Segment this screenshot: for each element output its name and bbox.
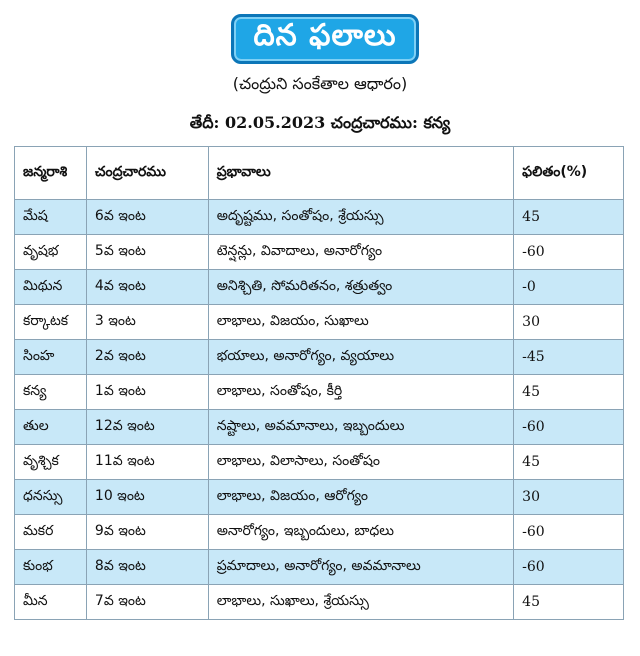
cell-effects: లాభాలు, విలాసాలు, సంతోషం [208,445,513,480]
cell-rashi: కర్కాటక [15,305,87,340]
table-header-row [15,147,624,200]
table-row [15,445,624,480]
chandra-label: చంద్రచారము: [330,113,418,132]
table-row [15,305,624,340]
header-rashi: జన్మరాశి [15,147,87,200]
cell-rashi: కన్య [15,375,87,410]
cell-rashi: ధనస్సు [15,480,87,515]
cell-rashi: వృషభ [15,235,87,270]
page-title: దిన ఫలాలు [231,14,419,64]
cell-effects: అదృష్టము, సంతోషం, శ్రేయస్సు [208,200,513,235]
table-row [15,585,624,620]
cell-effects: లాభాలు, సంతోషం, కీర్తి [208,375,513,410]
cell-result: -60 [514,515,624,550]
cell-result: -60 [514,550,624,585]
cell-rashi: మకర [15,515,87,550]
cell-rashi: మిథున [15,270,87,305]
cell-result: 45 [514,585,624,620]
cell-effects: ప్రమాదాలు, అనారోగ్యం, అవమానాలు [208,550,513,585]
cell-house: 1వ ఇంట [86,375,208,410]
cell-effects: నష్టాలు, అవమానాలు, ఇబ్బందులు [208,410,513,445]
cell-result: 30 [514,480,624,515]
table-row [15,270,624,305]
cell-result: 45 [514,200,624,235]
cell-house: 10 ఇంట [86,480,208,515]
table-row [15,480,624,515]
horoscope-table [14,146,624,620]
cell-result: 45 [514,375,624,410]
table-row [15,375,624,410]
cell-house: 11వ ఇంట [86,445,208,480]
date-label: తేదీ: [189,113,220,132]
table-row [15,410,624,445]
cell-result: -60 [514,410,624,445]
header-result: ఫలితం(%) [514,147,624,200]
cell-result: -45 [514,340,624,375]
cell-effects: అనారోగ్యం, ఇబ్బందులు, బాధలు [208,515,513,550]
cell-house: 8వ ఇంట [86,550,208,585]
cell-rashi: తుల [15,410,87,445]
cell-house: 12వ ఇంట [86,410,208,445]
chandra-value: కన్య [423,113,451,132]
cell-house: 9వ ఇంట [86,515,208,550]
cell-house: 5వ ఇంట [86,235,208,270]
page-subtitle: (చంద్రుని సంకేతాల ఆధారం) [232,74,408,93]
cell-rashi: కుంభ [15,550,87,585]
cell-effects: టెన్షన్లు, వివాదాలు, అనారోగ్యం [208,235,513,270]
date-value: 02.05.2023 [225,113,326,132]
cell-effects: అనిశ్చితి, సోమరితనం, శత్రుత్వం [208,270,513,305]
cell-result: 45 [514,445,624,480]
cell-effects: లాభాలు, సుఖాలు, శ్రేయస్సు [208,585,513,620]
cell-house: 6వ ఇంట [86,200,208,235]
cell-result: 30 [514,305,624,340]
cell-result: -60 [514,235,624,270]
cell-rashi: మేష [15,200,87,235]
cell-effects: భయాలు, అనారోగ్యం, వ్యయాలు [208,340,513,375]
cell-rashi: సింహ [15,340,87,375]
table-row [15,550,624,585]
header-effects: ప్రభావాలు [208,147,513,200]
cell-effects: లాభాలు, విజయం, ఆరోగ్యం [208,480,513,515]
cell-house: 3 ఇంట [86,305,208,340]
table-row [15,200,624,235]
table-row [15,235,624,270]
cell-house: 7వ ఇంట [86,585,208,620]
cell-result: -0 [514,270,624,305]
date-line [0,113,640,136]
cell-house: 2వ ఇంట [86,340,208,375]
table-row [15,515,624,550]
table-row [15,340,624,375]
cell-rashi: మీన [15,585,87,620]
cell-effects: లాభాలు, విజయం, సుఖాలు [208,305,513,340]
cell-rashi: వృశ్చిక [15,445,87,480]
header-house: చంద్రచారము [86,147,208,200]
cell-house: 4వ ఇంట [86,270,208,305]
